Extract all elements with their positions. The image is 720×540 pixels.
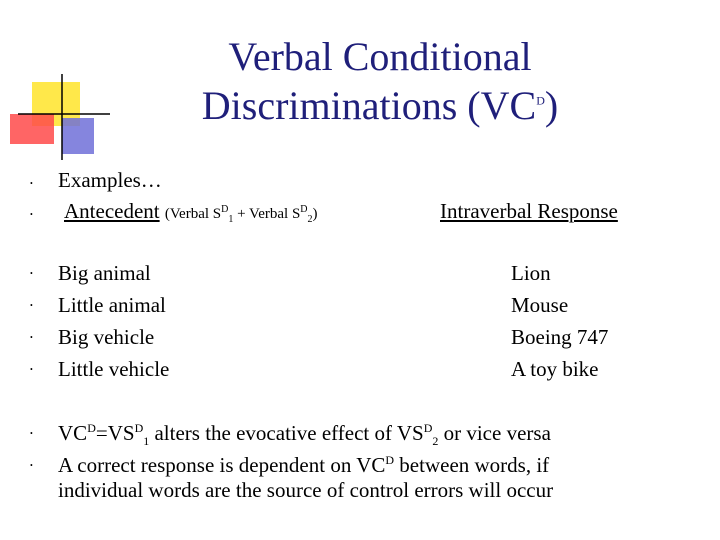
antecedent-item: Little animal	[58, 293, 166, 317]
note-correct-response-line-1: A correct response is dependent on $VC^D$ between words, if	[58, 453, 550, 477]
bullet: •	[30, 179, 33, 188]
bullet: •	[30, 365, 33, 374]
antecedent-detail: (Verbal $S^D_1$ + Verbal $S^D_2$)	[164, 204, 318, 225]
response-item: A toy bike	[511, 357, 599, 381]
antecedent-header	[64, 198, 318, 227]
bullet: •	[30, 461, 33, 470]
response-item: Boeing 747	[511, 325, 609, 349]
examples-label: Examples…	[58, 168, 162, 192]
slide-title-line-1: Verbal Conditional	[228, 34, 532, 79]
bullet: •	[30, 210, 33, 219]
bullet: •	[30, 429, 33, 438]
bullet: •	[30, 333, 33, 342]
note-vcd-definition: $VC^D=VS^D_1$ alters the evocative effect of $VS^D_2$ or vice versa	[58, 421, 551, 449]
deco-red-square	[10, 114, 54, 144]
response-item: Lion	[511, 261, 551, 285]
slide-title-line-2: Discriminations $(VC^D)$	[201, 83, 559, 128]
antecedent-item: Big vehicle	[58, 325, 155, 349]
deco-blue-square	[62, 118, 94, 154]
note-correct-response-line-2: individual words are the source of control errors will occur	[58, 478, 554, 502]
response-item: Mouse	[511, 293, 569, 317]
antecedent-item: Little vehicle	[58, 357, 170, 381]
corner-decoration	[0, 0, 110, 170]
response-header: Intraverbal Response	[440, 199, 618, 223]
antecedent-item: Big animal	[58, 261, 151, 285]
antecedent-label: Antecedent	[64, 199, 160, 223]
bullet: •	[30, 269, 33, 278]
bullet: •	[30, 301, 33, 310]
